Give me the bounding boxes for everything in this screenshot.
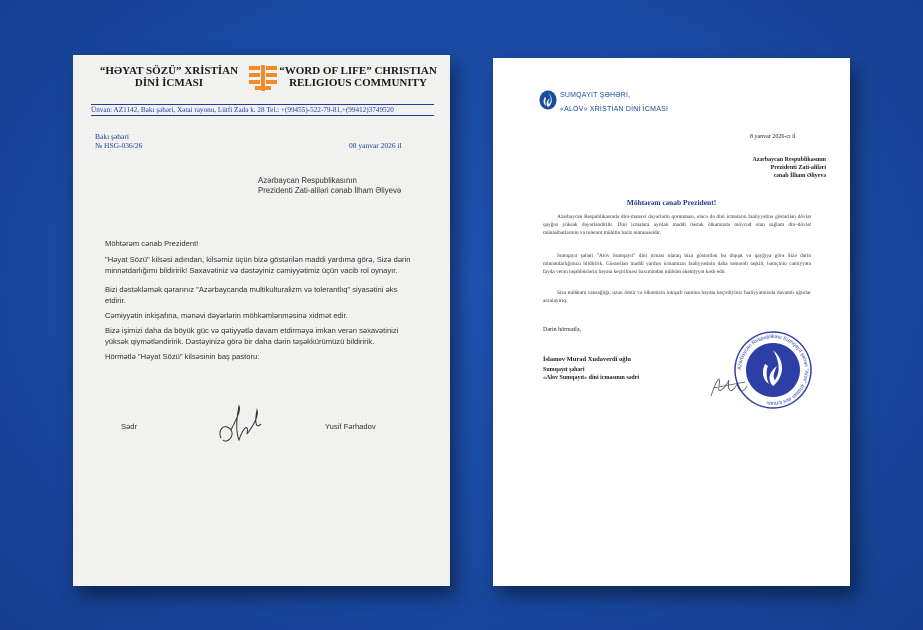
org-line-2: «ALOV» XRİSTİAN DİNİ İCMASI: [560, 106, 669, 113]
signer-name: Yusif Fərhadov: [325, 422, 376, 431]
official-stamp-icon: [733, 330, 813, 410]
stamp-text: Azərbaycan Respublikası Sumqayıt şəhəri "Alov" xristian dini icması: [736, 333, 810, 407]
alov-flame-logo-icon: [539, 88, 557, 110]
paragraph-1: "Həyat Sözü" kilsəsi adından, kilsəmiz üçün bizə göstərilən maddi yardıma görə, Sizə dərin minnətdarlığımı bildiririk! Saxavətiniz və dəstəyiniz cəmiyyətimiz üçün vacib rol oynayır.: [105, 255, 411, 275]
paragraph-1: Azərbaycan Respublikasında dini-mənəvi dəyərlərin qorunması, eləcə də dini icmaların fəaliyyətinə göstərilən dövlət qayğısı yüksək dəyərləndirilir. Dini icmalara ayrılan maddi dəstək ölkəmizdə mövcud olan sağlam din–dövlət münasibətlərinin və tolerant mühitin bariz nümunəsidir.: [543, 214, 811, 236]
org-line-1: SUMQAYIT ŞƏHƏRİ,: [560, 92, 631, 99]
left-letter: [73, 55, 450, 586]
letter-date: 08 yanvar 2026 il: [349, 141, 402, 150]
salutation: Möhtərəm cənab Prezident!: [626, 198, 717, 207]
signer-role: «Alov Sumqayıt» dini icmasının sədri: [543, 375, 640, 381]
handwritten-signature-icon: [213, 400, 273, 448]
paragraph-4: Bizə işimizi daha da böyük güc və qətiyyətlə davam etdirməyə imkan verən səxavətinizi yüksək qiymətləndiririk. Dəstəyinizə görə bir daha dərin təşəkkürümüzü bildiririk.: [105, 326, 399, 346]
signer-title: Sədr: [121, 422, 138, 431]
reference-number: № HSG-036/26: [95, 141, 143, 150]
salutation: Möhtərəm cənab Prezident!: [105, 239, 199, 248]
signer-city: Sumqayıt şəhəri: [543, 367, 585, 373]
header-english: “WORD OF LIFE” CHRISTIAN RELIGIOUS COMMUNITY: [279, 65, 437, 89]
paragraph-3: Sizə möhkəm cansağlığı, uzun ömür və ölkəmizin inkişafı naminə həyata keçirdiyiniz fəaliyyətinizdə davamlı uğurlar arzulayırıq.: [543, 290, 811, 304]
recipient-line-2: Prezidenti Zati-aliləri: [770, 165, 826, 171]
paragraph-2: Bizi dəstəkləmək qərarınız "Azərbaycanda multikulturalizm və tolerantlıq" siyasətini əks etdirir.: [105, 285, 398, 305]
paragraph-3: Cəmiyyətin inkişafına, mənəvi dəyərlərin möhkəmlənməsinə xidmət edir.: [105, 311, 348, 320]
signer-name: İslamov Murad Xudaverdi oğlu: [543, 356, 631, 363]
letter-date: 8 yanvar 2026-cı il: [750, 134, 796, 140]
right-letter: [493, 58, 850, 586]
regards: Dərin hörmətlə,: [543, 327, 581, 333]
recipient-line-1: Azərbaycan Respublikasının: [258, 176, 357, 185]
city: Bakı şəhəri: [95, 132, 129, 141]
recipient-line-1: Azərbaycan Respublikasının: [752, 157, 826, 163]
header-azerbaijani: “HƏYAT SÖZÜ” XRİSTİAN DİNİ İCMASI: [99, 65, 239, 89]
recipient-line-2: Prezidenti Zati-aliləri cənab İlham Əliyevə: [258, 186, 402, 195]
hayat-sozu-logo-icon: [249, 65, 277, 91]
closing: Hörmətlə "Həyat Sözü" kilsəsinin baş pastoru:: [105, 352, 260, 361]
letterhead-address: Ünvan: AZ1142, Bakı şəhəri, Xətai rayonu, Lütfi Zadə k. 28 Tel.: +(99455)-522-79-81,+(99412)3749520: [91, 104, 434, 116]
recipient-line-3: cənab İlham Əliyevə: [773, 173, 826, 179]
paragraph-2: Sumqayıt şəhəri "Alov Sumqayıt" dini icması olaraq bizə göstərilən bu diqqət və qayğıya görə Sizə dərin minnətdarlığımızı bildiririk. Göstərilən maddi yardım icmamızın fəaliyyətinin daha səmərəli təşkili, həmçinin cəmiyyətə fayda verən təşəbbüslərin həyata keçirilməsi baxımından mühüm əhəmiyyət kəsb edir.: [543, 253, 811, 275]
